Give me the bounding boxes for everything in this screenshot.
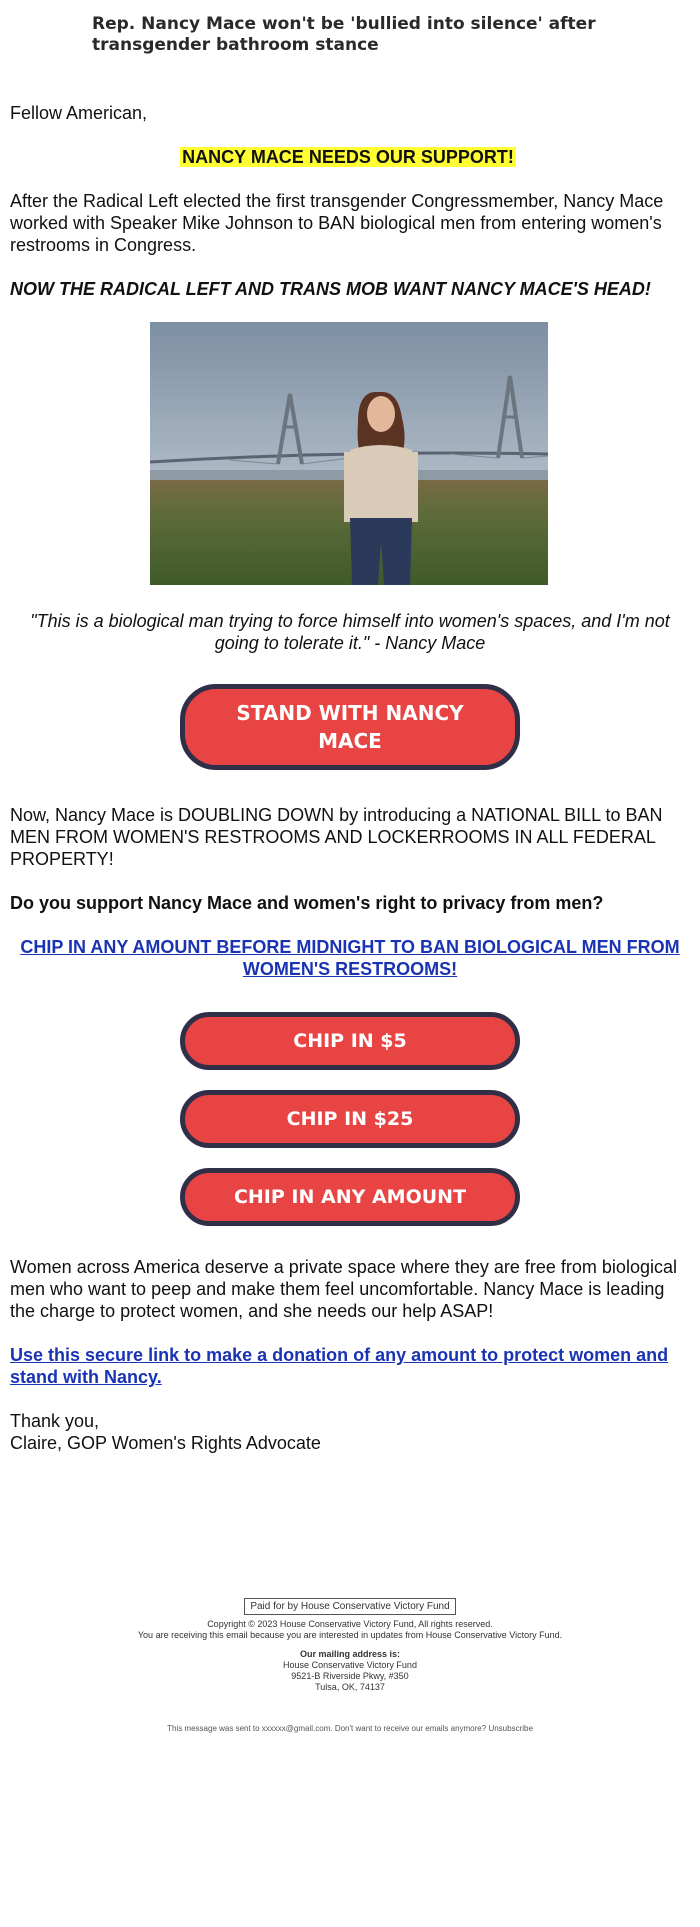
receiving-text: You are receiving this email because you are interested in updates from House Conservative Victory Fund. (137, 1630, 563, 1640)
hero-photo (150, 322, 548, 585)
doubling-down-paragraph: Now, Nancy Mace is DOUBLING DOWN by introducing a NATIONAL BILL to BAN MEN FROM WOMEN'S RESTROOMS AND LOCKERROOMS IN ALL FEDERAL PROPERTY! (10, 805, 663, 869)
sent-to-text: This message was sent to xxxxxx@gmail.com. Don't want to receive our emails anymore? (167, 1724, 487, 1733)
sent-to-line (0, 1723, 700, 1734)
secure-link-line (10, 1344, 686, 1388)
chip-in-any-amount-label: CHIP IN ANY AMOUNT (233, 1186, 467, 1208)
mailing-street: 9521-B Riverside Pkwy, #350 (291, 1671, 409, 1681)
question-paragraph: Do you support Nancy Mace and women's right to privacy from men? (10, 893, 604, 913)
footer (0, 1596, 700, 1734)
mailing-address-label: Our mailing address is: (299, 1649, 401, 1659)
quote: "This is a biological man trying to force himself into women's spaces, and I'm not going to tolerate it." - Nancy Mace (30, 611, 670, 653)
chip-in-25-button[interactable] (180, 1090, 520, 1148)
signature-line: Claire, GOP Women's Rights Advocate (10, 1433, 321, 1453)
paid-for-box: Paid for by House Conservative Victory Fund (244, 1598, 455, 1615)
closing-paragraph: Women across America deserve a private space where they are free from biological men who want to peep and make them feel uncomfortable. Nancy Mace is leading the charge to protect women, and she needs our help ASAP! (10, 1257, 677, 1321)
chip-in-25-label: CHIP IN $25 (286, 1108, 414, 1130)
stand-with-nancy-button[interactable] (180, 684, 520, 770)
secure-donation-link[interactable]: Use this secure link to make a donation of any amount to protect women and stand with Nancy. (10, 1345, 669, 1387)
hero-photo-svg (150, 322, 548, 585)
mailing-org-name: House Conservative Victory Fund (283, 1660, 417, 1670)
chip-in-any-amount-button[interactable] (180, 1168, 520, 1226)
support-banner: NANCY MACE NEEDS OUR SUPPORT! (182, 147, 514, 167)
stand-with-nancy-label: STAND WITH NANCY MACE (236, 701, 464, 753)
greeting: Fellow American, (10, 103, 148, 123)
copyright-text: Copyright © 2023 House Conservative Victory Fund, All rights reserved. (207, 1619, 493, 1629)
support-banner-line (10, 146, 686, 168)
unsubscribe-link[interactable]: Unsubscribe (488, 1724, 533, 1733)
chip-in-midnight-link[interactable]: CHIP IN ANY AMOUNT BEFORE MIDNIGHT TO BAN BIOLOGICAL MEN FROM WOMEN'S RESTROOMS! (20, 937, 680, 979)
chip-link-line (16, 936, 684, 980)
intro-paragraph: After the Radical Left elected the first transgender Congressmember, Nancy Mace worked with Speaker Mike Johnson to BAN biological men from entering women's restrooms in Congress. (10, 191, 664, 255)
warning-paragraph: NOW THE RADICAL LEFT AND TRANS MOB WANT NANCY MACE'S HEAD! (10, 279, 651, 299)
mailing-city: Tulsa, OK, 74137 (315, 1682, 385, 1692)
chip-in-5-button[interactable] (180, 1012, 520, 1070)
chip-in-5-label: CHIP IN $5 (293, 1030, 407, 1052)
thanks-line: Thank you, (10, 1411, 100, 1431)
headline: Rep. Nancy Mace won't be 'bullied into silence' after transgender bathroom stance (92, 14, 596, 55)
